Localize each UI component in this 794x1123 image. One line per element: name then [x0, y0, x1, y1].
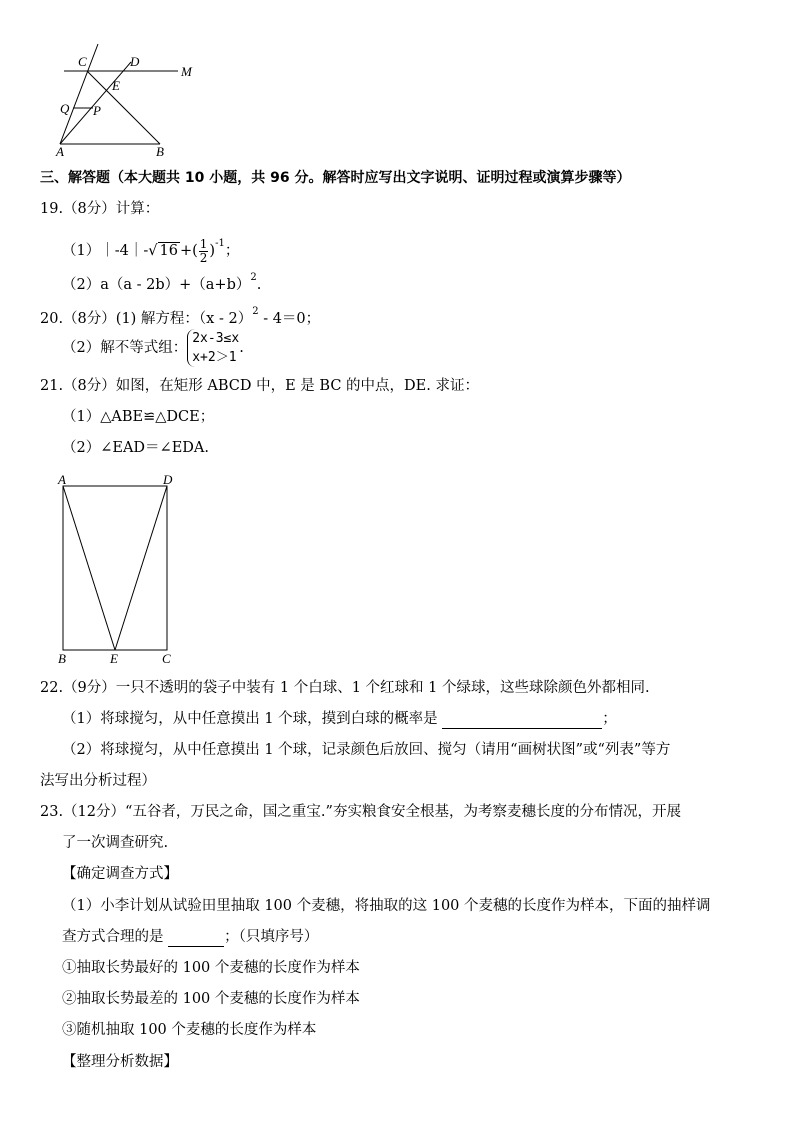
label-b: B: [156, 144, 164, 159]
fraction-half: $\frac{1}{2}$: [199, 236, 208, 265]
label-c: C: [162, 651, 171, 666]
option-1: ①抽取长势最好的 100 个麦穗的长度作为样本: [62, 960, 360, 976]
q20-stem: 20.（8分）(1) 解方程：（x - 2）$^2$ - 4＝0；: [40, 306, 321, 327]
answer-blank[interactable]: [442, 710, 602, 729]
q22-part-1: （1）将球搅匀，从中任意摸出 1 个球，摸到白球的概率是 ；: [62, 711, 617, 727]
label-e: E: [112, 78, 120, 93]
q20-part-2: （2）解不等式组： 2x-3≤x x+2＞1 .: [62, 331, 244, 365]
q23-part-1-line-2: 查方式合理的是 ；（只填序号）: [62, 929, 319, 945]
section-heading-survey-method: 【确定调查方式】: [62, 866, 178, 882]
option-2: ②抽取长势最差的 100 个麦穗的长度作为样本: [62, 991, 360, 1007]
label-c: C: [78, 54, 87, 69]
label-p: P: [93, 103, 101, 118]
q21-part-1: （1）△ABE≌△DCE；: [62, 409, 215, 425]
q23-part-1-line-1: （1）小李计划从试验田里抽取 100 个麦穗，将抽取的这 100 个麦穗的长度作为样本，下面的抽样调: [62, 898, 711, 914]
label-d: D: [163, 472, 173, 487]
q19-part-2: $(2)a(a - 2b)+(a+b)^2$.: [62, 272, 262, 293]
answer-blank[interactable]: [168, 928, 224, 947]
q23-stem-line-2: 了一次调查研究.: [62, 835, 169, 851]
q22-stem: 22.（9分）一只不透明的袋子中装有 1 个白球、1 个红球和 1 个绿球，这些球除颜色外都相同.: [40, 680, 650, 696]
label-a: A: [58, 472, 66, 487]
label-d: D: [130, 54, 140, 69]
label-m: M: [181, 64, 192, 79]
segment-ae: [63, 486, 115, 650]
q23-stem-line-1: 23.（12分）“五谷者，万民之命，国之重宝.”夯实粮食安全根基，为考察麦穗长度的分布情况，开展: [40, 804, 681, 820]
geometry-figure-1: [50, 40, 210, 160]
option-3: ③随机抽取 100 个麦穗的长度作为样本: [62, 1022, 317, 1038]
label-e: E: [110, 651, 118, 666]
section-heading-data-analysis: 【整理分析数据】: [62, 1054, 178, 1070]
section-3-title: 三、解答题（本大题共 10 小题，共 96 分。解答时应写出文字说明、证明过程或演算步骤等）: [40, 170, 631, 186]
q21-stem: 21.（8分）如图，在矩形 ABCD 中，E 是 BC 的中点，DE. 求证：: [40, 378, 479, 394]
q19-part-1: （1）｜-4｜-√ 16 +( $\frac{1}{2}$ )$^{-1}$；: [62, 236, 240, 265]
label-q: Q: [60, 101, 70, 116]
label-b: B: [58, 651, 66, 666]
q22-part-2-line-1: （2）将球搅匀，从中任意摸出 1 个球，记录颜色后放回、搅匀（请用“画树状图”或“列表”等方: [62, 742, 671, 758]
inequality-system: 2x-3≤x x+2＞1: [187, 329, 239, 367]
rectangle-figure: [50, 470, 190, 670]
q21-part-2: （2）∠EAD＝∠EDA.: [62, 440, 209, 456]
segment-de: [115, 486, 167, 650]
rectangle-abcd: [63, 486, 167, 650]
q19-stem: 19.（8分）计算：: [40, 201, 160, 217]
q22-part-2-line-2: 法写出分析过程）: [40, 773, 156, 789]
sqrt-radicand: 16: [159, 243, 178, 259]
label-a: A: [56, 144, 64, 159]
